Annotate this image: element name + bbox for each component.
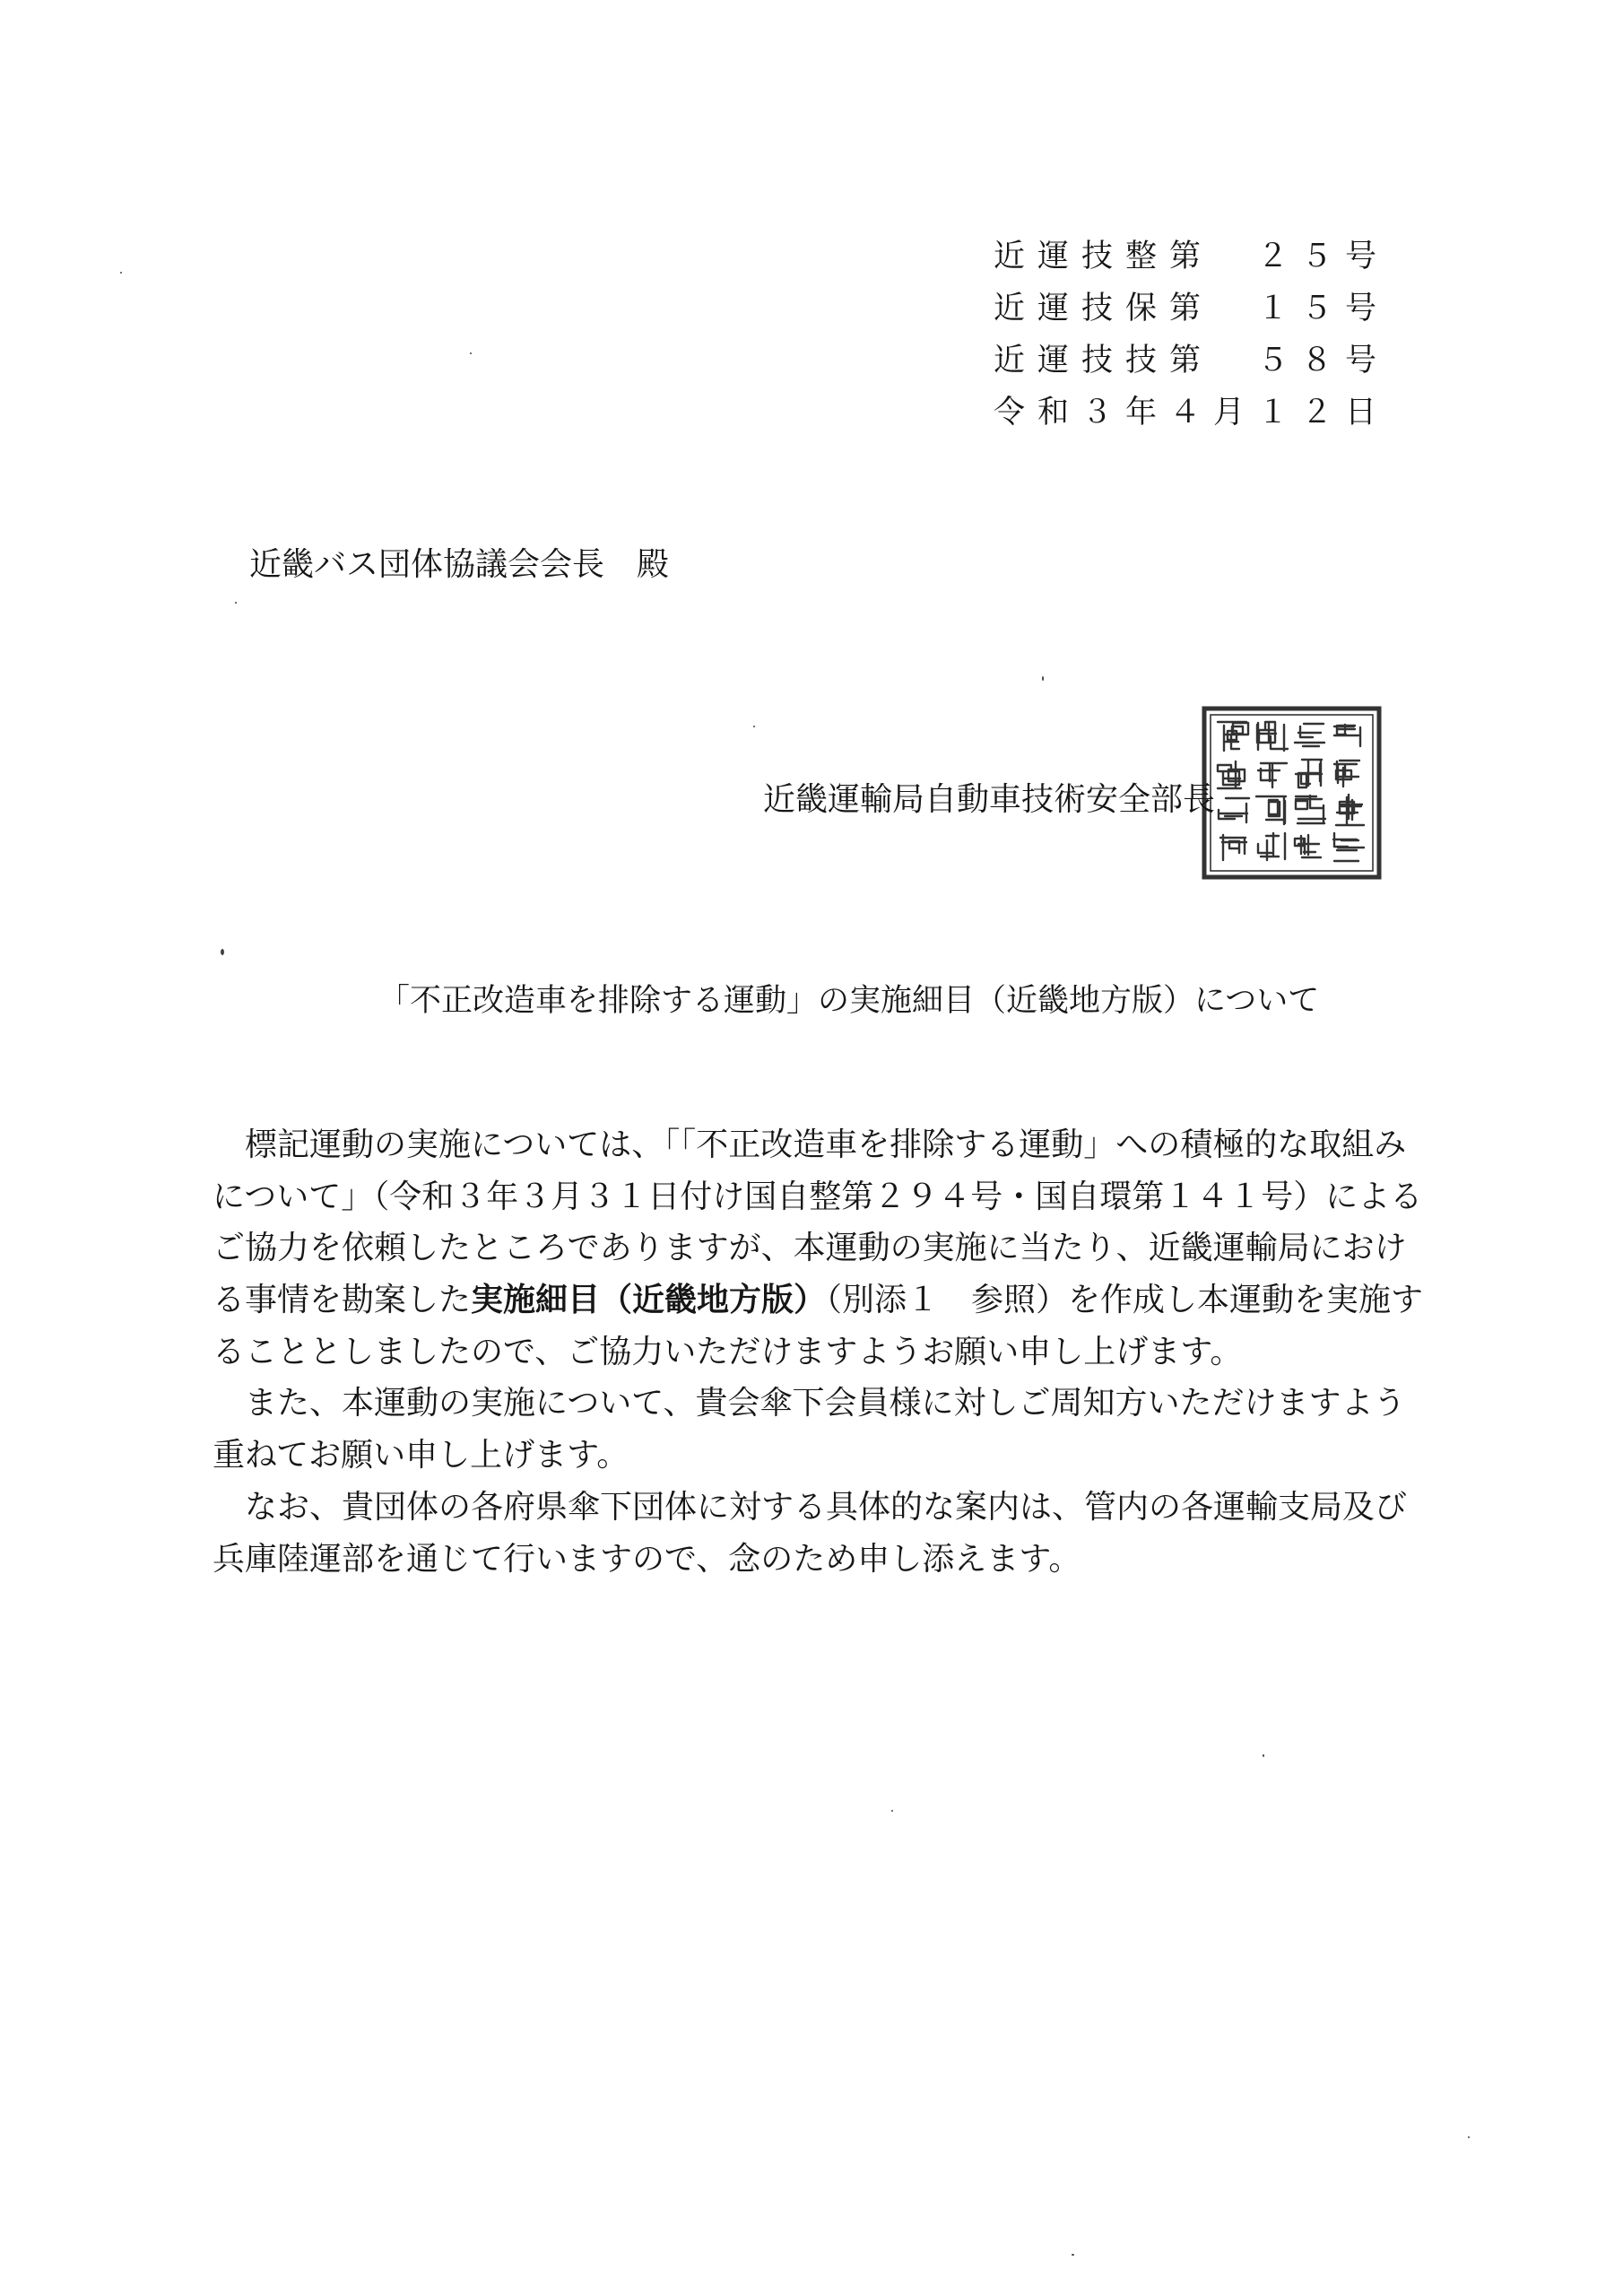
body-paragraph: [213, 1482, 1423, 1585]
scan-speck: [1072, 2254, 1074, 2256]
reference-number: 近運技技第 ５８号: [994, 343, 1390, 378]
scan-speck: [221, 949, 224, 955]
body-text: [213, 1119, 1423, 1585]
scan-speck: [120, 272, 122, 274]
emphasis-text: 実施細目（近畿地方版）: [471, 1281, 827, 1319]
body-line: なお、貴団体の各府県傘下団体に対する具体的な案内は、管内の各運輸支局及び: [213, 1488, 1408, 1526]
body-line-segment: （別添１ 参照）を作成し本運動を実施す: [826, 1282, 1424, 1319]
scan-speck: [235, 602, 237, 604]
body-line: また、本運動の実施について、貴会傘下会員様に対しご周知方いただけますよう: [213, 1385, 1406, 1422]
document-date: 令和３年４月１２日: [994, 395, 1390, 430]
reference-number: 近運技保第 １５号: [994, 291, 1390, 326]
seal-glyph-strokes: [1218, 722, 1364, 861]
scan-speck: [891, 1810, 893, 1812]
body-paragraph: [213, 1119, 1423, 1378]
document-title: 「不正改造車を排除する運動」の実施細目（近畿地方版）について: [378, 983, 1320, 1019]
body-line: 兵庫陸運部を通じて行いますので、念のため申し添えます。: [213, 1540, 1081, 1578]
reference-block: [994, 230, 1389, 439]
body-line: について」（令和３年３月３１日付け国自整第２９４号・国自環第１４１号）による: [213, 1178, 1423, 1215]
scan-speck: [1468, 2136, 1470, 2138]
scan-speck: [1042, 676, 1044, 681]
body-line: 重ねてお願い申し上げます。: [213, 1437, 629, 1474]
scan-speck: [470, 352, 472, 354]
reference-number: 近運技整第 ２５号: [994, 239, 1390, 274]
sender: 近畿運輸局自動車技術安全部長: [763, 781, 1216, 818]
body-line: ることとしましたので、ご協力いただけますようお願い申し上げます。: [213, 1333, 1243, 1370]
scan-speck: [1263, 1754, 1264, 1757]
addressee: 近畿バス団体協議会会長 殿: [249, 546, 670, 583]
body-paragraph: [213, 1378, 1423, 1481]
scan-speck: [753, 726, 755, 727]
body-line: [213, 1274, 1423, 1326]
body-line: ご協力を依頼したところでありますが、本運動の実施に当たり、近畿運輸局におけ: [213, 1230, 1407, 1267]
body-line: 標記運動の実施については、「「不正改造車を排除する運動」への積極的な取組み: [213, 1126, 1407, 1163]
official-seal: [1201, 705, 1383, 881]
body-line-segment: る事情を勘案した: [213, 1282, 472, 1319]
